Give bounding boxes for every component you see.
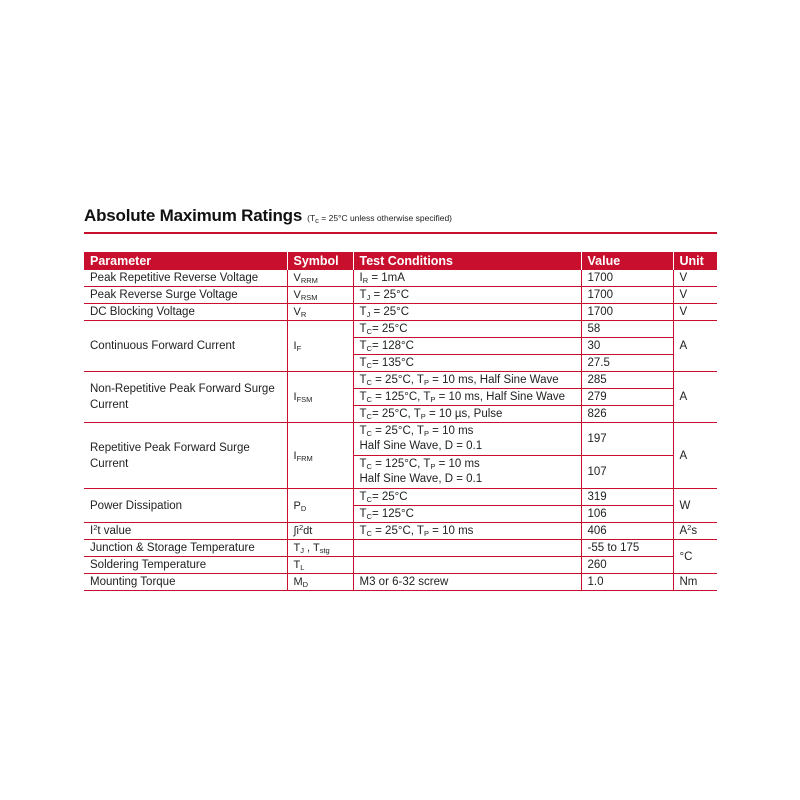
unit-cell: W xyxy=(673,489,717,523)
symbol-cell: $V_{RRM}$ xyxy=(287,270,353,287)
title-rule xyxy=(84,232,717,234)
conditions-cell: $T_C = 25^\circ C$, $T_P = 10$ ms Half Sine Wave, D = 0.1 xyxy=(353,423,581,456)
table-row xyxy=(84,489,717,506)
value-cell: 285 xyxy=(581,372,673,389)
header-symbol: Symbol xyxy=(287,252,353,270)
value-cell: 406 xyxy=(581,523,673,540)
table-row xyxy=(84,287,717,304)
table-row xyxy=(84,574,717,591)
conditions-cell: $T_C = 25^\circ C$, $T_P = 10$ ms xyxy=(353,523,581,540)
header-conditions: Test Conditions xyxy=(353,252,581,270)
conditions-cell: $T_C = 125^\circ C$, $T_P = 10$ ms Half Sine Wave, D = 0.1 xyxy=(353,456,581,489)
table-row xyxy=(84,523,717,540)
symbol-cell: $I_{FRM}$ xyxy=(287,423,353,489)
unit-cell: Nm xyxy=(673,574,717,591)
conditions-cell: $T_C= 135^\circ C$ xyxy=(353,355,581,372)
symbol-cell: $V_R$ xyxy=(287,304,353,321)
symbol-cell: $P_D$ xyxy=(287,489,353,523)
symbol-cell: $T_L$ xyxy=(287,557,353,574)
parameter-cell: Non-Repetitive Peak Forward Surge Current xyxy=(84,372,287,423)
unit-cell: V xyxy=(673,304,717,321)
section-title: Absolute Maximum Ratings xyxy=(84,206,303,225)
value-cell: 319 xyxy=(581,489,673,506)
conditions-cell: $T_C= 25^\circ C$, $T_P = 10$ µs, Pulse xyxy=(353,406,581,423)
header-value: Value xyxy=(581,252,673,270)
header-parameter: Parameter xyxy=(84,252,287,270)
value-cell: -55 to 175 xyxy=(581,540,673,557)
symbol-cell: $I_F$ xyxy=(287,321,353,372)
unit-cell: $A^2s$ xyxy=(673,523,717,540)
table-row xyxy=(84,270,717,287)
conditions-cell: M3 or 6-32 screw xyxy=(353,574,581,591)
parameter-cell: Mounting Torque xyxy=(84,574,287,591)
unit-cell: °C xyxy=(673,540,717,574)
value-cell: 1700 xyxy=(581,304,673,321)
value-cell: 1700 xyxy=(581,270,673,287)
value-cell: 197 xyxy=(581,423,673,456)
unit-cell: V xyxy=(673,287,717,304)
parameter-cell: Power Dissipation xyxy=(84,489,287,523)
parameter-cell: Peak Reverse Surge Voltage xyxy=(84,287,287,304)
conditions-cell: $T_C= 25^\circ C$ xyxy=(353,489,581,506)
value-cell: 826 xyxy=(581,406,673,423)
conditions-cell: $T_C= 128^\circ C$ xyxy=(353,338,581,355)
value-cell: 27.5 xyxy=(581,355,673,372)
conditions-cell: $T_C = 25^\circ C$, $T_P = 10$ ms, Half Sine Wave xyxy=(353,372,581,389)
value-cell: 30 xyxy=(581,338,673,355)
parameter-cell: Soldering Temperature xyxy=(84,557,287,574)
table-row xyxy=(84,321,717,338)
table-row xyxy=(84,557,717,574)
symbol-cell: $M_D$ xyxy=(287,574,353,591)
symbol-cell: $V_{RSM}$ xyxy=(287,287,353,304)
section-heading xyxy=(84,206,717,230)
table-header-row xyxy=(84,252,717,270)
ratings-section xyxy=(84,206,717,591)
conditions-cell: $T_C = 125^\circ C$, $T_P = 10$ ms, Half Sine Wave xyxy=(353,389,581,406)
value-cell: 260 xyxy=(581,557,673,574)
conditions-cell: $T_J = 25^\circ C$ xyxy=(353,287,581,304)
conditions-cell xyxy=(353,540,581,557)
unit-cell: A xyxy=(673,372,717,423)
symbol-cell: $T_J$ , $T_{stg}$ xyxy=(287,540,353,557)
table-row xyxy=(84,540,717,557)
parameter-cell: Repetitive Peak Forward Surge Current xyxy=(84,423,287,489)
parameter-cell: Continuous Forward Current xyxy=(84,321,287,372)
symbol-cell: $\int i^2dt$ xyxy=(287,523,353,540)
value-cell: 106 xyxy=(581,506,673,523)
ratings-table xyxy=(84,252,717,591)
conditions-cell xyxy=(353,557,581,574)
unit-cell: A xyxy=(673,423,717,489)
conditions-cell: $T_J = 25^\circ C$ xyxy=(353,304,581,321)
table-row xyxy=(84,304,717,321)
parameter-cell: $I^2t$ value xyxy=(84,523,287,540)
header-unit: Unit xyxy=(673,252,717,270)
parameter-cell: Peak Repetitive Reverse Voltage xyxy=(84,270,287,287)
value-cell: 107 xyxy=(581,456,673,489)
unit-cell: V xyxy=(673,270,717,287)
table-row xyxy=(84,372,717,389)
table-row xyxy=(84,423,717,456)
conditions-cell: $T_C= 125^\circ C$ xyxy=(353,506,581,523)
value-cell: 279 xyxy=(581,389,673,406)
value-cell: 58 xyxy=(581,321,673,338)
value-cell: 1700 xyxy=(581,287,673,304)
unit-cell: A xyxy=(673,321,717,372)
symbol-cell: $I_{FSM}$ xyxy=(287,372,353,423)
conditions-cell: $T_C= 25^\circ C$ xyxy=(353,321,581,338)
parameter-cell: Junction & Storage Temperature xyxy=(84,540,287,557)
section-subtitle: ($T_c = 25^\circ C$ unless otherwise specified) xyxy=(307,213,452,225)
value-cell: 1.0 xyxy=(581,574,673,591)
conditions-cell: $I_R = 1mA$ xyxy=(353,270,581,287)
parameter-cell: DC Blocking Voltage xyxy=(84,304,287,321)
